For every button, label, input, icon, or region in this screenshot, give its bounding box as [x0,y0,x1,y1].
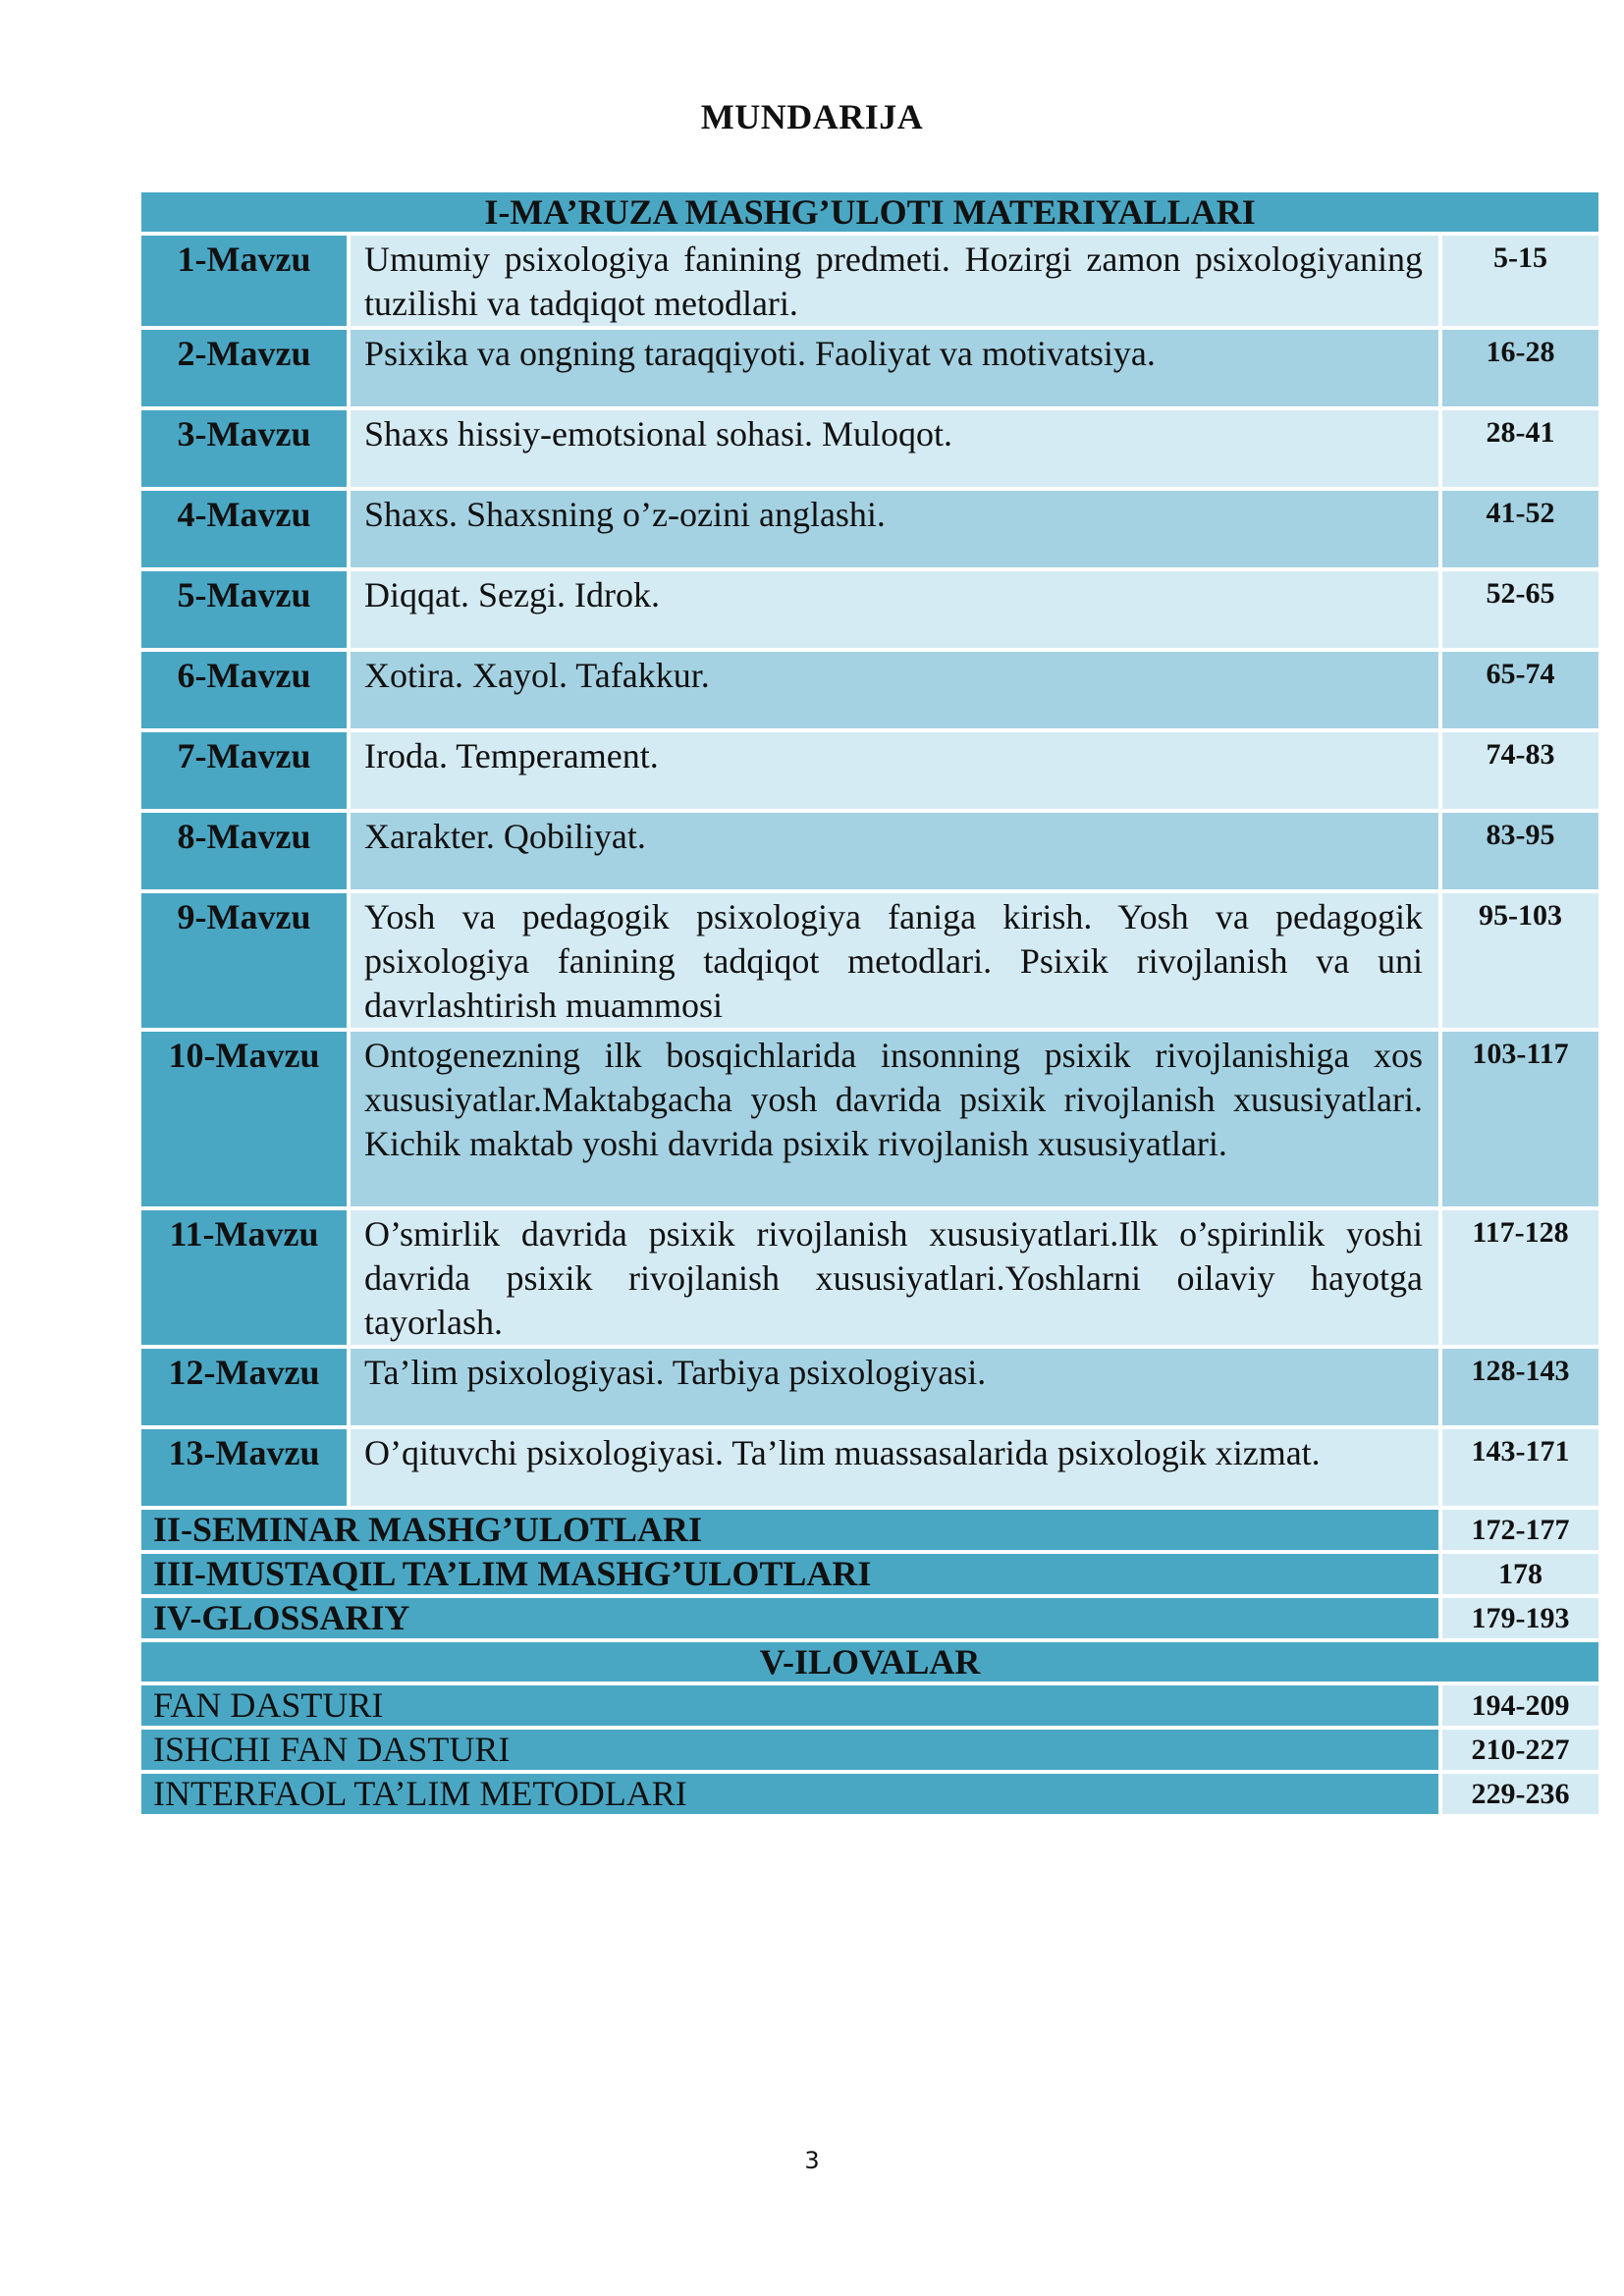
table-of-contents [137,188,1602,1818]
topic-number[interactable]: 3-Mavzu [139,408,349,489]
topic-title[interactable]: Xotira. Xayol. Tafakkur. [349,650,1440,730]
topic-title[interactable]: Shaxs. Shaxsning o’z-ozini anglashi. [349,489,1440,569]
toc-row [139,811,1600,891]
page-number: 3 [804,2147,820,2174]
topic-title[interactable]: Ta’lim psixologiyasi. Tarbiya psixologiyasi. [349,1347,1440,1427]
topic-title[interactable]: Yosh va pedagogik psixologiya faniga kirish. Yosh va pedagogik psixologiya fanining tadqiqot metodlari. Psixik rivojlanish va uni davrlashtirish muammosi [349,891,1440,1030]
appendix-heading-row [139,1640,1600,1683]
toc-row [139,408,1600,489]
section-label[interactable]: II-SEMINAR MASHG’ULOTLARI [139,1508,1440,1552]
topic-number[interactable]: 12-Mavzu [139,1347,349,1427]
topic-pages: 103-117 [1440,1030,1600,1208]
appendix-row [139,1683,1600,1728]
section-row [139,1552,1600,1596]
topic-number[interactable]: 8-Mavzu [139,811,349,891]
toc-row [139,1208,1600,1347]
topic-number[interactable]: 9-Mavzu [139,891,349,1030]
topic-pages: 41-52 [1440,489,1600,569]
topic-number[interactable]: 4-Mavzu [139,489,349,569]
toc-row [139,1347,1600,1427]
topic-title[interactable]: Umumiy psixologiya fanining predmeti. Hozirgi zamon psixologiyaning tuzilishi va tadqiqot metodlari. [349,234,1440,328]
topic-title[interactable]: Ontogenezning ilk bosqichlarida insonning psixik rivojlanishiga xos xususiyatlar.Maktabgacha yosh davrida psixik rivojlanish xususiyatlari. Kichik maktab yoshi davrida psixik rivojlanish xususiyatlari. [349,1030,1440,1208]
toc-row [139,1427,1600,1508]
appendix-pages: 229-236 [1440,1772,1600,1816]
section-heading-row [139,190,1600,234]
appendix-label[interactable]: FAN DASTURI [139,1683,1440,1728]
section-row [139,1508,1600,1552]
toc-row [139,650,1600,730]
section-pages: 179-193 [1440,1596,1600,1640]
toc-row [139,730,1600,811]
topic-pages: 83-95 [1440,811,1600,891]
topic-number[interactable]: 5-Mavzu [139,569,349,650]
topic-pages: 143-171 [1440,1427,1600,1508]
topic-pages: 5-15 [1440,234,1600,328]
topic-number[interactable]: 7-Mavzu [139,730,349,811]
topic-title[interactable]: Psixika va ongning taraqqiyoti. Faoliyat va motivatsiya. [349,328,1440,408]
toc-row [139,489,1600,569]
topic-pages: 16-28 [1440,328,1600,408]
topic-number[interactable]: 2-Mavzu [139,328,349,408]
section-label[interactable]: III-MUSTAQIL TA’LIM MASHG’ULOTLARI [139,1552,1440,1596]
topic-number[interactable]: 1-Mavzu [139,234,349,328]
topic-pages: 52-65 [1440,569,1600,650]
topic-pages: 95-103 [1440,891,1600,1030]
appendix-label[interactable]: ISHCHI FAN DASTURI [139,1728,1440,1772]
toc-row [139,234,1600,328]
page-title: MUNDARIJA [700,97,924,136]
section-row [139,1596,1600,1640]
toc-row [139,569,1600,650]
topic-pages: 74-83 [1440,730,1600,811]
topic-title[interactable]: O’smirlik davrida psixik rivojlanish xususiyatlari.Ilk o’spirinlik yoshi davrida psixik rivojlanish xususiyatlari.Yoshlarni oilaviy hayotga tayorlash. [349,1208,1440,1347]
section-pages: 178 [1440,1552,1600,1596]
topic-title[interactable]: Diqqat. Sezgi. Idrok. [349,569,1440,650]
toc-row [139,328,1600,408]
topic-pages: 28-41 [1440,408,1600,489]
topic-title[interactable]: Xarakter. Qobiliyat. [349,811,1440,891]
appendix-pages: 194-209 [1440,1683,1600,1728]
appendix-label[interactable]: INTERFAOL TA’LIM METODLARI [139,1772,1440,1816]
topic-title[interactable]: Shaxs hissiy-emotsional sohasi. Muloqot. [349,408,1440,489]
topic-title[interactable]: Iroda. Temperament. [349,730,1440,811]
toc-row [139,891,1600,1030]
section-pages: 172-177 [1440,1508,1600,1552]
section-heading[interactable]: I-MA’RUZA MASHG’ULOTI MATERIYALLARI [139,190,1600,234]
topic-number[interactable]: 13-Mavzu [139,1427,349,1508]
topic-pages: 65-74 [1440,650,1600,730]
section-label[interactable]: IV-GLOSSARIY [139,1596,1440,1640]
topic-pages: 117-128 [1440,1208,1600,1347]
appendix-heading[interactable]: V-ILOVALAR [139,1640,1600,1683]
topic-number[interactable]: 6-Mavzu [139,650,349,730]
topic-title[interactable]: O’qituvchi psixologiyasi. Ta’lim muassasalarida psixologik xizmat. [349,1427,1440,1508]
toc-row [139,1030,1600,1208]
appendix-row [139,1772,1600,1816]
appendix-row [139,1728,1600,1772]
topic-number[interactable]: 11-Mavzu [139,1208,349,1347]
topic-number[interactable]: 10-Mavzu [139,1030,349,1208]
appendix-pages: 210-227 [1440,1728,1600,1772]
topic-pages: 128-143 [1440,1347,1600,1427]
